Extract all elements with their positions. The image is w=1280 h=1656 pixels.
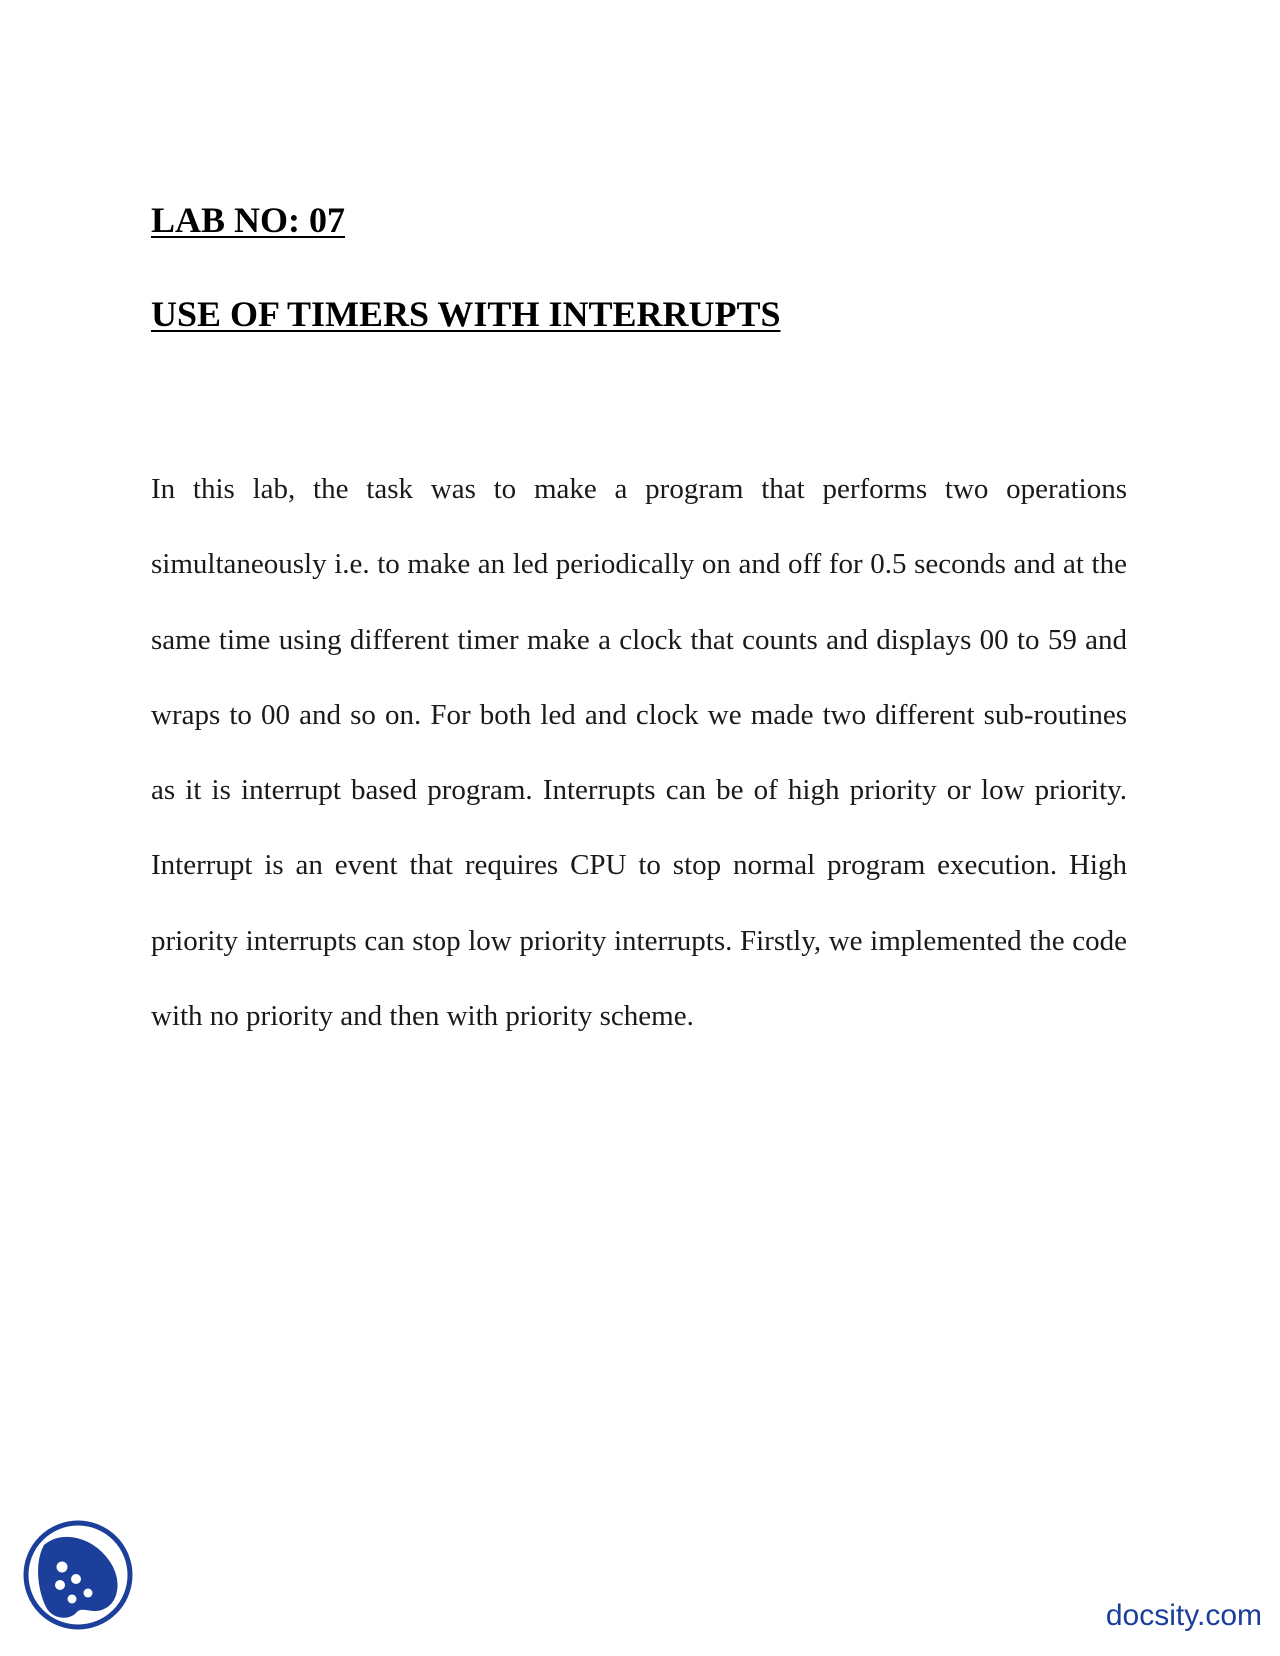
docsity-logo-icon xyxy=(22,1519,134,1631)
body-paragraph: In this lab, the task was to make a program that performs two operations simultaneously i.e. to make an led periodically on and off for 0.5 seconds and at the same time using different timer make a clock that counts and displays 00 to 59 and wraps to 00 and so on. For both led and clock we made two different sub-routines as it is interrupt based program. Interrupts can be of high priority or low priority. Interrupt is an event that requires CPU to stop normal program execution. High priority interrupts can stop low priority interrupts. Firstly, we implemented the code with no priority and then with priority scheme. xyxy=(151,473,1127,1033)
lab-number-heading: LAB NO: 07 xyxy=(151,200,346,240)
docsity-brand-link[interactable]: docsity.com xyxy=(1105,1599,1262,1632)
lab-title-heading: USE OF TIMERS WITH INTERRUPTS xyxy=(151,294,781,334)
